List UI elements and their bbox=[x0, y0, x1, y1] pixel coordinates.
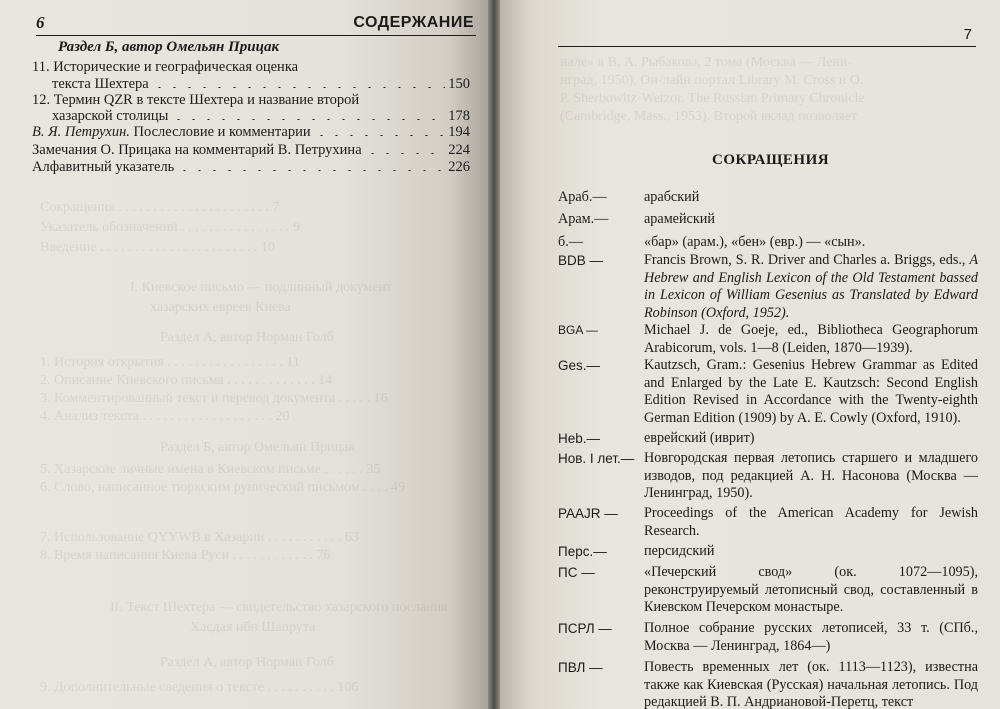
abbr-entry bbox=[558, 450, 978, 503]
abbr-term: Heb.— bbox=[558, 431, 601, 446]
abbr-definition: Proceedings of the American Academy for Jewish Research. bbox=[644, 505, 978, 539]
dot-leader bbox=[152, 87, 445, 88]
book-gutter bbox=[488, 0, 500, 709]
abbr-term: Нов. I лет.— bbox=[558, 451, 635, 466]
abbr-entry bbox=[558, 357, 978, 427]
toc-entry-afterword[interactable]: В. Я. Петрухин. Послесловие и комментарии 194 bbox=[32, 124, 470, 140]
page-number: 7 bbox=[963, 26, 972, 43]
abbr-definition: Новгородская первая летопись старшего и младшего изводов, под редакцией А. Н. Насонова (Москва — Ленинград, 1950). bbox=[644, 450, 978, 501]
abbr-definition: Полное собрание русских летописей, 33 т. (СПб., Москва — Ленинград, 1864—) bbox=[644, 620, 978, 654]
toc-page-number: 226 bbox=[448, 159, 470, 175]
toc-page-number: 194 bbox=[448, 124, 470, 140]
abbr-definition: Kautzsch, Gram.: Gesenius Hebrew Grammar as Edited and Enlarged by the Late E. Kautzsch: Second English Edition Revised in Accordance with the Twenty-eighth German Edition (1909) by A. E. Cowly (Oxford, 1910). bbox=[644, 357, 978, 426]
abbr-term: Перс.— bbox=[558, 544, 607, 559]
page-number: 6 bbox=[36, 13, 45, 32]
abbr-definition: «бар» (арам.), «бен» (евр.) — «сын». bbox=[644, 234, 866, 250]
abbr-term: Ges.— bbox=[558, 358, 601, 373]
running-header bbox=[558, 28, 976, 47]
toc-entry-12[interactable]: 12. Термин QZR в тексте Шехтера и название второй bbox=[32, 92, 360, 108]
abbr-entry bbox=[558, 659, 978, 709]
abbr-entry bbox=[558, 211, 978, 229]
running-title: СОДЕРЖАНИЕ bbox=[353, 14, 474, 31]
abbr-definition: арабский bbox=[644, 189, 700, 205]
abbr-entry bbox=[558, 505, 978, 540]
toc-author: В. Я. Петрухин. bbox=[32, 124, 130, 140]
abbr-term: BDB — bbox=[558, 253, 604, 268]
dot-leader bbox=[365, 153, 445, 154]
abbr-definition: персидский bbox=[644, 543, 715, 559]
abbr-entry bbox=[558, 430, 978, 448]
abbr-entry bbox=[558, 620, 978, 655]
abbr-term: Араб.— bbox=[558, 189, 607, 205]
toc-page-number: 178 bbox=[448, 108, 470, 124]
abbr-term: ПВЛ — bbox=[558, 660, 603, 675]
abbr-entry bbox=[558, 543, 978, 561]
abbreviations-title: СОКРАЩЕНИЯ bbox=[712, 152, 830, 168]
toc-entry-11[interactable]: 11. Исторические и географическая оценка bbox=[32, 59, 299, 75]
toc-page-number: 150 bbox=[448, 76, 470, 92]
toc-page-number: 224 bbox=[448, 142, 470, 158]
abbr-term: BGA — bbox=[558, 323, 599, 337]
right-page: нале» в В. А. Рыбакова, 2 тома (Москва — Лени- нград, 1950), Он-лайн портал Library М. Cross и О. P. Sherbowitz-Wetzor. The Russian Primary Chronicle (Cambridge, Mass., 1953). Второй вклад позволяет 7 СОКРАЩЕНИЯ Араб.— арабский Арам.— арамейский б.— «бар» (арам.), «бен» (евр.) — «сын». BDB — Francis Brown, S. R. Driver and Charles a. Briggs, eds., A Hebrew and English Lexicon of the Old Testament bassed in Lexicon of William Gesenius as Translated by Edward Robinson (Oxford, 1952). BGA — Michael J. de Goeje, ed., Bibliotheca Geographorum Arabicorum, vols. 1—8 (Leiden, 1870—1939). Ges.— Kautzsch, Gram.: Gesenius Hebrew Grammar as Edited and Enlarged by the Late E. Kautzsch: Second English Edition Revised in Accordance with the Twenty-eighth German Edition (1909) by A. E. Cowly (Oxford, 1910). Heb.— еврейский (иврит) Нов. I лет.— Новгородская первая летопись старшего и младшего изводов, под редакцией А. Н. Насонова (Москва — Ленинград, 1950). PAAJR — Proceedings of the American Academy for Jewish Research. Перс.— персидский ПС — «Печерский свод» (ок. 1072—1095), реконструируемый летописный свод, составленный в Киевском Печерском монастыре. ПСРЛ — Полное собрание русских летописей, 33 т. (СПб., Москва — Ленинград, 1864—) ПВЛ — Повесть временных лет (ок. 1113—1123), известна также как Киевская (Русская) начальная летопись. Под редакцией В. П. Андриановой-Перетц, текст bbox=[500, 0, 1000, 709]
toc-entry-11-cont[interactable]: текста Шехтера 150 bbox=[52, 76, 470, 92]
toc-entry-index[interactable]: Алфавитный указатель 226 bbox=[32, 159, 470, 175]
abbr-term: ПСРЛ — bbox=[558, 621, 612, 636]
toc-entry-12-cont[interactable]: хазарской столицы 178 bbox=[52, 108, 470, 124]
abbr-definition: еврейский (иврит) bbox=[644, 430, 755, 446]
running-header bbox=[36, 13, 476, 36]
abbr-definition: Francis Brown, S. R. Driver and Charles a. Briggs, eds., A Hebrew and English Lexicon of the Old Testament bassed in Lexicon of William Gesenius as Translated by Edward Robinson (Oxford, 1952). bbox=[644, 252, 978, 321]
abbr-entry bbox=[558, 189, 978, 207]
left-page: Сокращения . . . . . . . . . . . . . . . . . . . . . . 7 Указатель обозначений . . . . . . . . . . . . . . . . 9 Введение . . . . . . . . . . . . . . . . . . . . . . . 10 I. Киевское письмо — подлинный документ хазарских евреев Киева Раздел А, автор Норман Голб 1. История открытия . . . . . . . . . . . . . . . . . 11 2. Описание Киевского письма . . . . . . . . . . . . . 14 3. Комментированный текст и перевод документа . . . . . 16 4. Анализ текста . . . . . . . . . . . . . . . . . . . 20 Раздел Б, автор Омельян Прицак 5. Хазарские личные имена в Киевском письме . . . . . . 35 6. Слово, написанное тюркским рунический письмом . . . . 49 7. Использование QYYWB в Хазарии . . . . . . . . . . . 63 8. Время написания Киева Руси . . . . . . . . . . . . 76 II. Текст Шехтера — свидетельство хазарского послания Хасдая ибн Шапрута Раздел А, автор Норман Голб 9. Дополнительные сведения о тексте . . . . . . . . . . 106 6 СОДЕРЖАНИЕ Раздел Б, автор Омельян Прицак 11. Исторические и географическая оценка текста Шехтера 150 12. Термин QZR в тексте Шехтера и название второй хазарской столицы 178 В. Я. Петрухин. Послесловие и комментарии 194 Замечания О. Прицака на комментарий В. Петрухина 224 Алфавитный указатель 226 bbox=[0, 0, 488, 709]
abbr-term: PAAJR — bbox=[558, 506, 618, 521]
abbr-entry bbox=[558, 322, 978, 357]
abbr-definition: арамейский bbox=[644, 211, 715, 227]
abbr-term: ПС — bbox=[558, 565, 595, 580]
toc-entry-remarks[interactable]: Замечания О. Прицака на комментарий В. Петрухина 224 bbox=[32, 142, 470, 158]
abbr-entry bbox=[558, 252, 978, 322]
abbr-entry bbox=[558, 564, 978, 617]
dot-leader bbox=[171, 119, 445, 120]
abbr-definition: Michael J. de Goeje, ed., Bibliotheca Geographorum Arabicorum, vols. 1—8 (Leiden, 1870—1939). bbox=[644, 322, 978, 356]
abbr-entry bbox=[558, 234, 978, 252]
dot-leader bbox=[314, 135, 445, 136]
abbr-definition: «Печерский свод» (ок. 1072—1095), реконструируемый летописный свод, составленный в Киевском Печерском монастыре. bbox=[644, 564, 978, 615]
abbr-term: б.— bbox=[558, 234, 583, 250]
abbr-definition: Повесть временных лет (ок. 1113—1123), известна также как Киевская (Русская) начальная летопись. Под редакцией В. П. Андриановой-Перетц, текст bbox=[644, 659, 978, 709]
dot-leader bbox=[177, 170, 445, 171]
section-heading: Раздел Б, автор Омельян Прицак bbox=[58, 39, 280, 55]
abbr-term: Арам.— bbox=[558, 211, 609, 227]
